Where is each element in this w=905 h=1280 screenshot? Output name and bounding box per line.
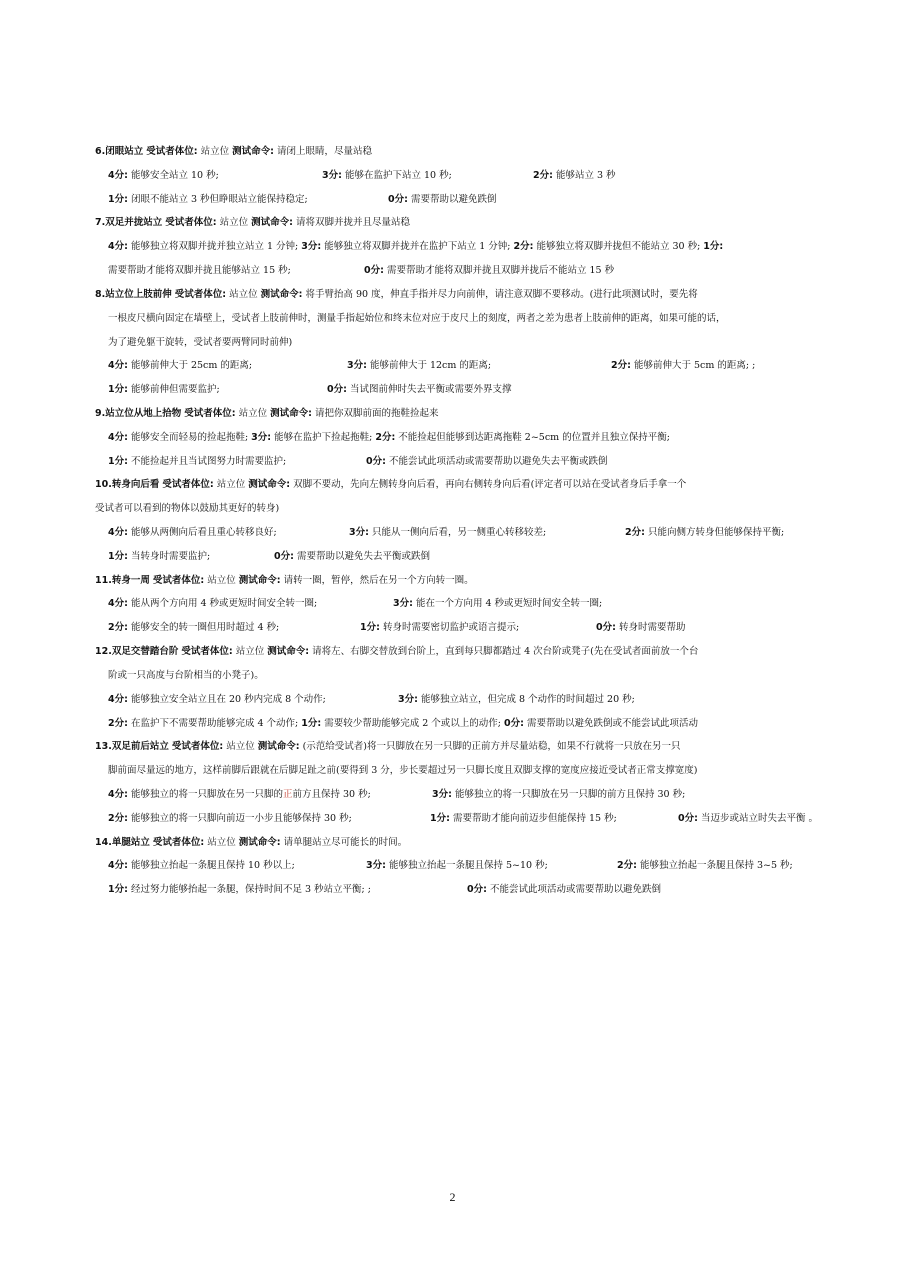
score-item: [322, 169, 452, 182]
text-run: 能够前伸大于 12cm 的距离;: [366, 360, 492, 371]
bold-label: 10.转身向后看: [95, 479, 160, 490]
page-number: 2: [449, 1190, 456, 1204]
bold-label: 受试者体位:: [181, 646, 233, 657]
bold-label: 1分:: [301, 718, 322, 729]
text-run: 能从两个方向用 4 秒或更短时间安全转一圈;: [127, 598, 318, 609]
text-run: 能够独立的将一只脚放在另一只脚的前方且保持 30 秒;: [451, 789, 686, 800]
score-item: [108, 526, 277, 539]
bold-label: 2分:: [108, 813, 128, 824]
text-run: 能够独立将双脚并拢并独立站立 1 分钟;: [127, 241, 302, 252]
text-run: 不能捡起并且当试图努力时需要监护;: [127, 456, 287, 467]
text-run: 能够前伸大于 25cm 的距离;: [127, 360, 253, 371]
score-item: [108, 550, 210, 563]
text-line-l15: [95, 478, 686, 491]
bold-label: 1分:: [430, 813, 450, 824]
bold-label: 3分:: [301, 241, 322, 252]
bold-label: 7.双足并拢站立: [95, 217, 163, 228]
text-run: 需要帮助以避免跌倒: [407, 194, 497, 205]
bold-label: 测试命令:: [257, 741, 300, 752]
bold-label: 12.双足交替踏台阶: [95, 646, 179, 657]
bold-label: 3分:: [432, 789, 452, 800]
bold-label: 14.单腿站立: [95, 837, 150, 848]
score-item: [349, 526, 546, 539]
text-run: 能够独立将双脚并拢并在监护下站立 1 分钟;: [321, 241, 514, 252]
bold-label: 0分:: [327, 384, 347, 395]
bold-label: 0分:: [467, 884, 487, 895]
bold-label: 3分:: [347, 360, 367, 371]
bold-label: 4分:: [108, 241, 128, 252]
bold-label: 6.闭眼站立: [95, 146, 144, 157]
text-run: 能够在监护下捡起拖鞋;: [271, 432, 376, 443]
bold-label: 测试命令:: [260, 289, 303, 300]
text-run: 将手臂抬高 90 度，伸直手指并尽力向前伸，请注意双脚不要移动。(进行此项测试时，要先将: [302, 289, 698, 300]
text-line-l8: [108, 312, 726, 325]
text-run: 站立位: [216, 217, 252, 228]
score-item: [108, 812, 352, 825]
text-run: 需要帮助以避免跌倒或不能尝试此项活动: [523, 718, 698, 729]
bold-label: 受试者体位:: [162, 479, 214, 490]
text-line-l4: [95, 216, 410, 229]
score-item: [108, 693, 326, 706]
text-run: 只能向侧方转身但能够保持平衡;: [644, 527, 785, 538]
score-item: [108, 597, 317, 610]
text-run: (示范给受试者)将一只脚放在另一只脚的正前方并尽量站稳，如果不行就将一只放在另一只: [299, 741, 681, 752]
text-run: 经过努力能够抬起一条腿，保持时间不足 3 秒站立平衡; ;: [127, 884, 371, 895]
score-item: [108, 788, 371, 801]
score-item: [617, 859, 793, 872]
bold-label: 2分:: [533, 170, 553, 181]
text-run: 当转身时需要监护;: [127, 551, 211, 562]
bold-label: 1分:: [108, 194, 128, 205]
score-item: [678, 812, 818, 825]
score-item: [611, 359, 755, 372]
text-run: 能够安全而轻易的捡起拖鞋;: [127, 432, 252, 443]
score-item: [625, 526, 784, 539]
text-run: 能够前伸但需要监护;: [127, 384, 220, 395]
bold-label: 测试命令:: [238, 837, 281, 848]
bold-label: 受试者体位:: [165, 217, 217, 228]
score-item: [467, 883, 661, 896]
score-item: [274, 550, 430, 563]
text-run: 需要帮助才能将双脚并拢且双脚并拢后不能站立 15 秒: [383, 265, 615, 276]
text-run: 能够独立抬起一条腿且保持 5~10 秒;: [385, 860, 548, 871]
bold-label: 测试命令:: [267, 646, 310, 657]
text-run: 双脚不要动，先向左侧转身向后看，再向右侧转身向后看(评定者可以站在受试者身后手拿一个: [290, 479, 687, 490]
score-item: [533, 169, 616, 182]
text-run: 能在一个方向用 4 秒或更短时间安全转一圈;: [412, 598, 603, 609]
text-run: 当迈步或站立时失去平衡 。: [697, 813, 818, 824]
text-run: 站立位: [197, 146, 233, 157]
bold-label: 测试命令:: [248, 479, 291, 490]
bold-label: 2分:: [513, 241, 534, 252]
bold-label: 4分:: [108, 694, 128, 705]
text-run: 站立位: [204, 837, 239, 848]
text-run: 站立位: [235, 408, 271, 419]
score-item: [360, 621, 519, 634]
score-item: [108, 169, 219, 182]
text-run: 受试者可以看到的物体以鼓励其更好的转身): [95, 503, 280, 514]
text-run: 能够独立抬起一条腿且保持 3~5 秒;: [636, 860, 793, 871]
text-run: 能够独立的将一只脚放在另一只脚的: [127, 789, 283, 800]
bold-label: 4分:: [108, 527, 128, 538]
bold-label: 1分:: [108, 884, 128, 895]
text-run: 转身时需要密切监护或语言提示;: [379, 622, 520, 633]
bold-label: 1分:: [108, 384, 128, 395]
bold-label: 4分:: [108, 860, 128, 871]
bold-label: 2分:: [617, 860, 637, 871]
text-run: 能够安全站立 10 秒;: [127, 170, 219, 181]
bold-label: 3分:: [349, 527, 369, 538]
bold-label: 3分:: [393, 598, 413, 609]
bold-label: 0分:: [366, 456, 386, 467]
bold-label: 4分:: [108, 432, 128, 443]
text-run: 站立位: [226, 289, 261, 300]
bold-label: 13.双足前后站立: [95, 741, 169, 752]
bold-label: 3分:: [398, 694, 418, 705]
bold-label: 2分:: [108, 718, 128, 729]
text-run: 一根皮尺横向固定在墙壁上，受试者上肢前伸时，测量手指起始位和终末位对应于皮尺上的刻度，两者之差为患者上肢前伸的距离，如果可能的话，: [108, 313, 726, 324]
bold-label: 9.站立位从地上拾物: [95, 408, 182, 419]
text-run: 请转一圈，暂停，然后在另一个方向转一圈。: [280, 575, 474, 586]
score-item: [366, 859, 548, 872]
text-run: 不能捡起但能够到达距离拖鞋 2~5cm 的位置并且独立保持平衡;: [395, 432, 670, 443]
score-item: [388, 193, 496, 206]
text-run: 阶或一只高度与台阶相当的小凳子)。: [108, 670, 264, 681]
score-item: [393, 597, 602, 610]
bold-label: 1分:: [703, 241, 724, 252]
score-item: [432, 788, 685, 801]
text-run: 需要较少帮助能够完成 2 个或以上的动作;: [321, 718, 504, 729]
bold-label: 0分:: [364, 265, 384, 276]
text-line-l12: [95, 407, 438, 420]
score-item: [398, 693, 635, 706]
text-run: 转身时需要帮助: [615, 622, 686, 633]
text-line-l7: [95, 288, 698, 301]
bold-label: 受试者体位:: [146, 146, 198, 157]
bold-label: 受试者体位:: [152, 837, 205, 848]
bold-label: 测试命令:: [270, 408, 312, 419]
text-run: 闭眼不能站立 3 秒但睁眼站立能保持稳定;: [127, 194, 308, 205]
text-run: 当试图前伸时失去平衡或需要外界支撑: [346, 384, 512, 395]
bold-label: 0分:: [504, 718, 524, 729]
text-line-l30: [95, 836, 407, 849]
bold-label: 1分:: [360, 622, 380, 633]
score-item: [366, 455, 607, 468]
text-run: 站立位: [204, 575, 239, 586]
score-item: [108, 859, 295, 872]
text-run: 能够独立抬起一条腿且保持 10 秒以上;: [127, 860, 295, 871]
score-item: [108, 359, 252, 372]
score-item: [430, 812, 617, 825]
text-run: 能够独立的将一只脚向前迈一小步且能够保持 30 秒;: [127, 813, 352, 824]
bold-label: 4分:: [108, 598, 128, 609]
text-run: 能够站立 3 秒: [552, 170, 616, 181]
bold-label: 2分:: [611, 360, 631, 371]
text-run: 需要帮助以避免失去平衡或跌倒: [293, 551, 430, 562]
bold-label: 测试命令:: [238, 575, 281, 586]
text-run: 需要帮助才能向前迈步但能保持 15 秒;: [449, 813, 617, 824]
text-line-l9: [108, 336, 292, 349]
text-run: 需要帮助才能将双脚并拢且能够站立 15 秒;: [108, 265, 291, 276]
bold-label: 2分:: [108, 622, 128, 633]
bold-label: 0分:: [274, 551, 294, 562]
text-line-l22: [95, 645, 698, 658]
score-item: [108, 883, 371, 896]
bold-label: 4分:: [108, 360, 128, 371]
text-line-l19: [95, 574, 474, 587]
text-run: 能够独立安全站立且在 20 秒内完成 8 个动作;: [127, 694, 326, 705]
score-item: [364, 264, 614, 277]
text-run: 站立位: [213, 479, 249, 490]
bold-label: 4分:: [108, 170, 128, 181]
score-item: [108, 455, 286, 468]
bold-label: 受试者体位:: [171, 741, 224, 752]
text-line-l13: [108, 431, 670, 444]
score-item: [108, 193, 308, 206]
score-item: [108, 383, 220, 396]
bold-label: 2分:: [625, 527, 645, 538]
text-line-l16: [95, 502, 279, 515]
score-item: [347, 359, 491, 372]
text-line-l26: [95, 740, 680, 753]
text-run: 不能尝试此项活动或需要帮助以避免跌倒: [486, 884, 661, 895]
bold-label: 1分:: [108, 456, 128, 467]
text-run: 不能尝试此项活动或需要帮助以避免失去平衡或跌倒: [385, 456, 608, 467]
bold-label: 受试者体位:: [174, 289, 227, 300]
text-run: 能够独立站立，但完成 8 个动作的时间超过 20 秒;: [417, 694, 635, 705]
bold-label: 测试命令:: [251, 217, 293, 228]
text-run: 在监护下不需要帮助能够完成 4 个动作;: [127, 718, 302, 729]
text-run: 为了避免躯干旋转，受试者要两臂同时前伸): [108, 337, 293, 348]
text-run: 能够安全的转一圈但用时超过 4 秒;: [127, 622, 280, 633]
text-run: 请将左、右脚交替放到台阶上，直到每只脚都踏过 4 次台阶或凳子(先在受试者面前放一个台: [309, 646, 699, 657]
text-run: 请单腿站立尽可能长的时间。: [280, 837, 408, 848]
text-run: 能够独立将双脚并拢但不能站立 30 秒;: [533, 241, 704, 252]
bold-label: 11.转身一周: [95, 575, 150, 586]
text-run: 请闭上眼睛，尽量站稳: [273, 146, 372, 157]
text-run: 能够在监护下站立 10 秒;: [341, 170, 452, 181]
bold-label: 3分:: [251, 432, 272, 443]
text-line-l1: [95, 145, 372, 158]
text-line-l23: [108, 669, 264, 682]
score-item: [108, 264, 291, 277]
text-run: 前方且保持 30 秒;: [292, 789, 371, 800]
bold-label: 测试命令:: [232, 146, 274, 157]
text-run: 站立位: [232, 646, 268, 657]
score-item: [327, 383, 511, 396]
highlighted-text: 正: [282, 789, 293, 800]
text-run: 请把你双脚前面的拖鞋捡起来: [311, 408, 439, 419]
bold-label: 受试者体位:: [152, 575, 205, 586]
bold-label: 0分:: [596, 622, 616, 633]
text-run: 脚前面尽量远的地方，这样前脚后跟就在后脚足趾之前(要得到 3 分，步长要超过另一只脚长度且双脚支撑的宽度应接近受试者正常支撑宽度): [108, 765, 698, 776]
bold-label: 3分:: [322, 170, 342, 181]
bold-label: 受试者体位:: [184, 408, 236, 419]
bold-label: 8.站立位上肢前伸: [95, 289, 172, 300]
text-run: 能够前伸大于 5cm 的距离; ;: [630, 360, 756, 371]
bold-label: 1分:: [108, 551, 128, 562]
text-run: 能够从两侧向后看且重心转移良好;: [127, 527, 277, 538]
text-run: 站立位: [223, 741, 258, 752]
bold-label: 0分:: [388, 194, 408, 205]
score-item: [108, 621, 279, 634]
score-item: [596, 621, 685, 634]
text-run: 请将双脚并拢并且尽量站稳: [292, 217, 410, 228]
bold-label: 2分:: [375, 432, 396, 443]
bold-label: 0分:: [678, 813, 698, 824]
text-run: 只能从一侧向后看，另一侧重心转移较差;: [368, 527, 547, 538]
text-line-l25: [108, 717, 698, 730]
bold-label: 4分:: [108, 789, 128, 800]
text-line-l27: [108, 764, 698, 777]
bold-label: 3分:: [366, 860, 386, 871]
text-line-l5: [108, 240, 723, 253]
